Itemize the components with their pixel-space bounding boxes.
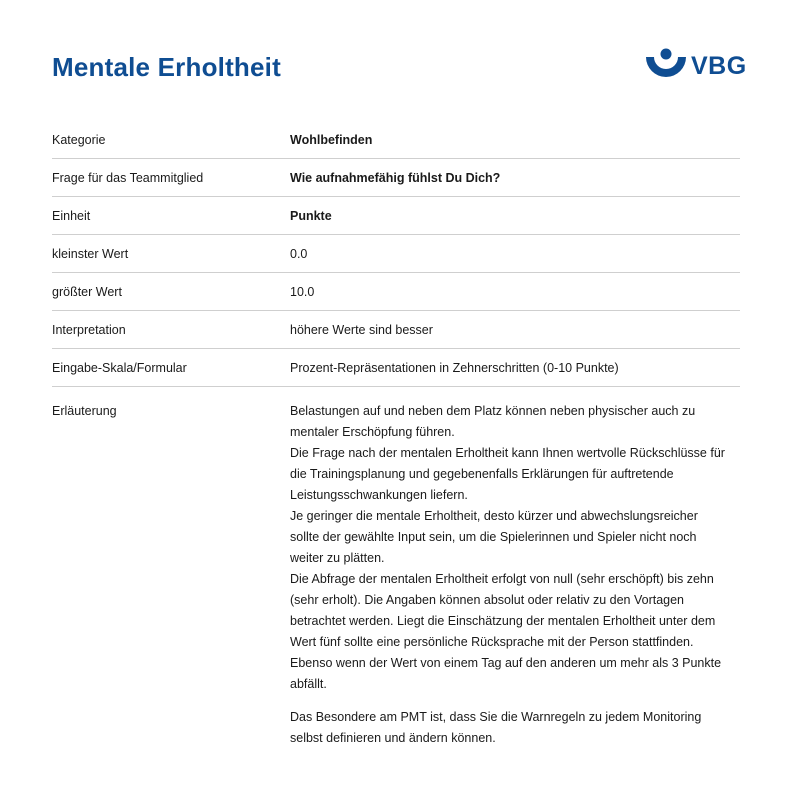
row-label: Einheit (52, 209, 91, 223)
explanation-line: die Trainingsplanung und gegebenenfalls Erklärungen für auftretende (290, 467, 674, 481)
table-row (52, 311, 740, 349)
page-title: Mentale Erholtheit (52, 52, 281, 82)
explanation-line: abfällt. (290, 677, 327, 691)
row-label: Frage für das Teammitglied (52, 171, 204, 185)
explanation-line: Belastungen auf und neben dem Platz können neben physischer auch zu (290, 404, 696, 418)
explanation-line: Wert fünf sollte eine persönliche Rücksprache mit der Person stattfinden. (290, 635, 694, 649)
table-row (52, 273, 740, 311)
row-value: höhere Werte sind besser (290, 323, 433, 337)
row-label: Kategorie (52, 133, 106, 147)
row-value: 0.0 (290, 247, 308, 261)
table-row (52, 121, 740, 159)
row-value: Punkte (290, 209, 332, 223)
vbg-logo-icon (645, 48, 687, 80)
explanation-line: (sehr erholt). Die Angaben können absolut oder relativ zu den Vortagen (290, 593, 685, 607)
explanation-paragraph-2 (290, 707, 742, 749)
vbg-logo-text: VBG (691, 52, 747, 80)
explanation-label: Erläuterung (52, 404, 117, 418)
row-label: Eingabe-Skala/Formular (52, 361, 187, 375)
explanation-line: selbst definieren und ändern können. (290, 731, 496, 745)
row-value: 10.0 (290, 285, 315, 299)
row-value: Prozent-Repräsentationen in Zehnerschritten (0-10 Punkte) (290, 361, 619, 375)
explanation-text (290, 397, 742, 749)
row-label: kleinster Wert (52, 247, 129, 261)
explanation-line: sollte der gewählte Input sein, um die Spielerinnen und Spieler nicht noch (290, 530, 697, 544)
explanation-line: Leistungsschwankungen liefern. (290, 488, 468, 502)
explanation-line: Ebenso wenn der Wert von einem Tag auf den anderen um mehr als 3 Punkte (290, 656, 722, 670)
explanation-line: Je geringer die mentale Erholtheit, desto kürzer und abwechslungsreicher (290, 509, 698, 523)
explanation-line: betrachtet werden. Liegt die Einschätzung der mentalen Erholtheit unter dem (290, 614, 716, 628)
row-label: Interpretation (52, 323, 126, 337)
info-table (52, 121, 740, 749)
explanation-line: Die Frage nach der mentalen Erholtheit kann Ihnen wertvolle Rückschlüsse für (290, 446, 725, 460)
table-row (52, 349, 740, 387)
row-value: Wie aufnahmefähig fühlst Du Dich? (290, 171, 501, 185)
table-row (52, 197, 740, 235)
explanation-row (52, 387, 740, 749)
explanation-line: Das Besondere am PMT ist, dass Sie die Warnregeln zu jedem Monitoring (290, 710, 702, 724)
vbg-logo (645, 48, 745, 80)
explanation-line: weiter zu plätten. (290, 551, 385, 565)
row-value: Wohlbefinden (290, 133, 373, 147)
explanation-line: Die Abfrage der mentalen Erholtheit erfolgt von null (sehr erschöpft) bis zehn (290, 572, 714, 586)
row-label: größter Wert (52, 285, 122, 299)
explanation-line: mentaler Erschöpfung führen. (290, 425, 455, 439)
table-row (52, 159, 740, 197)
explanation-paragraph-1 (290, 401, 742, 695)
info-rows (52, 121, 740, 387)
table-row (52, 235, 740, 273)
